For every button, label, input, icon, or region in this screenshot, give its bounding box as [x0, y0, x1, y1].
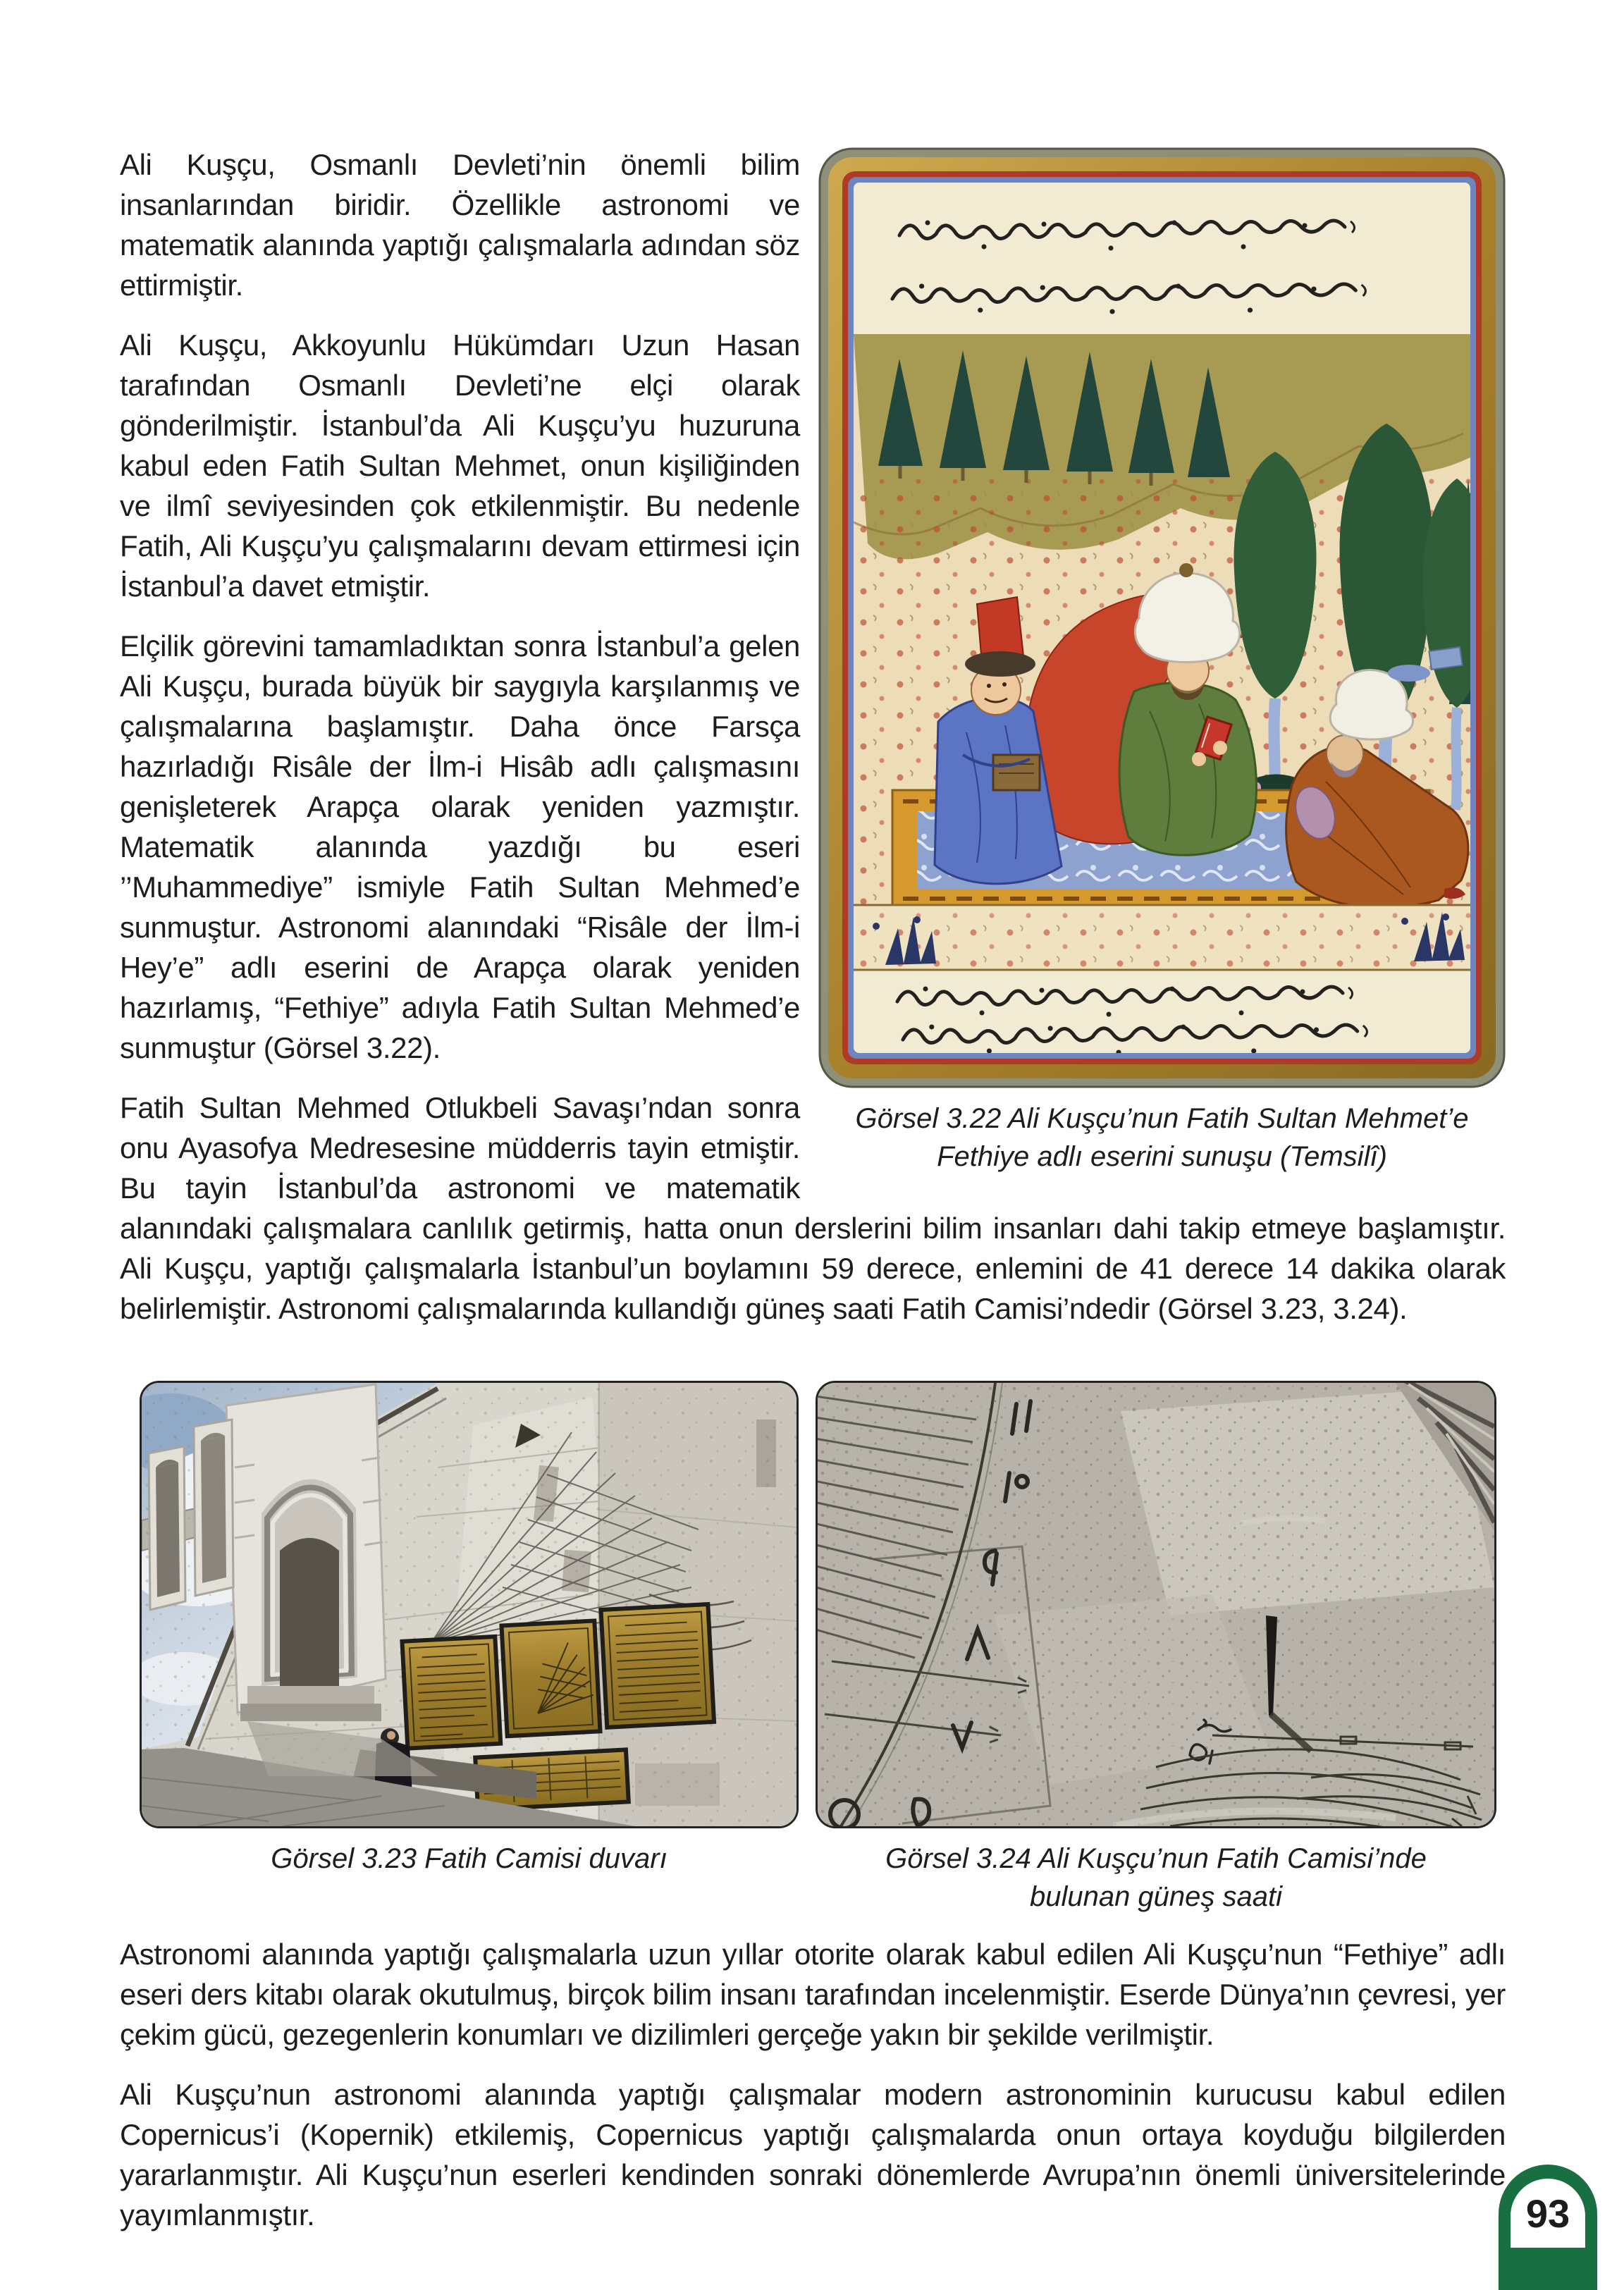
- sundial-photo: [818, 1383, 1494, 1826]
- paragraph-fethiye-book: Astronomi alanında yaptığı çalışmalarla uzun yıllar otorite olarak kabul edilen Ali Kuşçu’nun “Fethiye” adlı eseri ders kitabı olarak okutulmuş, birçok bilim insanı tarafından incelenmiştir. Eserde Dünya’nın çevresi, yer çekim gücü, gezegenlerin konumları ve dizilimleri gerçeğe yakın bir şekilde verilmiştir.: [120, 1938, 1506, 2051]
- paragraph-intro: Ali Kuşçu, Osmanlı Devleti’nin önemli bilim insanlarından biridir. Özellikle astronomi ve matematik alanında yaptığı çalışmalarla adından söz ettirmiştir.: [120, 148, 800, 302]
- sundial-figure: [816, 1381, 1496, 1916]
- paragraph-envoy: Ali Kuşçu, Akkoyunlu Hükümdarı Uzun Hasan tarafından Osmanlı Devleti’ne elçi olarak gönderilmiştir. İstanbul’da Ali Kuşçu’yu huzuruna kabul eden Fatih Sultan Mehmet, onun kişiliğinden ve ilmî seviyesinden çok etkilenmiştir. Bu nedenle Fatih, Ali Kuşçu’yu çalışmalarını devam ettirmesi için İstanbul’a davet etmiştir.: [120, 328, 800, 603]
- fatih-mosque-wall-photo: [142, 1383, 796, 1826]
- miniature-caption: Görsel 3.22 Ali Kuşçu’nun Fatih Sultan Mehmet’e Fethiye adlı eserini sunuşu (Temsilî): [855, 1103, 1469, 1172]
- photo-row: [140, 1348, 1506, 1916]
- miniature-painting-image: [818, 147, 1506, 1088]
- paragraph-madrasa: Fatih Sultan Mehmed Otlukbeli Savaşı’ndan sonra onu Ayasofya Medresesine müdderris tayin etmiştir. Bu tayin İstanbul’da astronomi ve matematik alanındaki çalışmalara canlılık getirmiş, hatta onun derslerini bilim insanları dahi takip etmeye başlamıştır. Ali Kuşçu, yaptığı çalışmalarla İstanbul’un boylamını 59 derece, enlemini de 41 derece 14 dakika olarak belirlemiştir. Astronomi çalışmalarında kullandığı güneş saati Fatih Camisi’ndedir (Görsel 3.23, 3.24).: [120, 1091, 1506, 1325]
- fatih-wall-caption: Görsel 3.23 Fatih Camisi duvarı: [271, 1843, 668, 1874]
- paragraph-works: Elçilik görevini tamamladıktan sonra İstanbul’a gelen Ali Kuşçu, burada büyük bir saygıyla karşılanmış ve çalışmalarına başlamıştır. Daha önce Farsça hazırladığı Risâle der İlm-i Hisâb adlı çalışmasını genişleterek Arapça olarak yeniden yazmıştır. Matematik alanında yazdığı bu eseri ’’Muhammediye” ismiyle Fatih Sultan Mehmed’e sunmuştur. Astronomi alanındaki “Risâle der İlm-i Hey’e” adlı eserini de Arapça olarak yeniden hazırlamış, “Fethiye” adıyla Fatih Sultan Mehmed’e sunmuştur (Görsel 3.22).: [120, 629, 800, 1064]
- page-number: 93: [1511, 2179, 1585, 2248]
- mosque-portal: [226, 1384, 386, 1721]
- page-number-badge: [1499, 2165, 1597, 2290]
- fatih-wall-figure: [140, 1381, 799, 1916]
- sundial-caption: Görsel 3.24 Ali Kuşçu’nun Fatih Camisi’nde bulunan güneş saati: [885, 1843, 1427, 1912]
- miniature-figure: [818, 147, 1506, 1176]
- paragraph-copernicus: Ali Kuşçu’nun astronomi alanında yaptığı çalışmalar modern astronominin kurucusu kabul edilen Copernicus’i (Kopernik) etkilemiş, Copernicus yaptığı çalışmalarda onun ortaya koyduğu bilgilerden yararlanmıştır. Ali Kuşçu’nun eserleri kendinden sonraki dönemlerde Avrupa’nın önemli üniversitelerinde yayımlanmıştır.: [120, 2078, 1506, 2231]
